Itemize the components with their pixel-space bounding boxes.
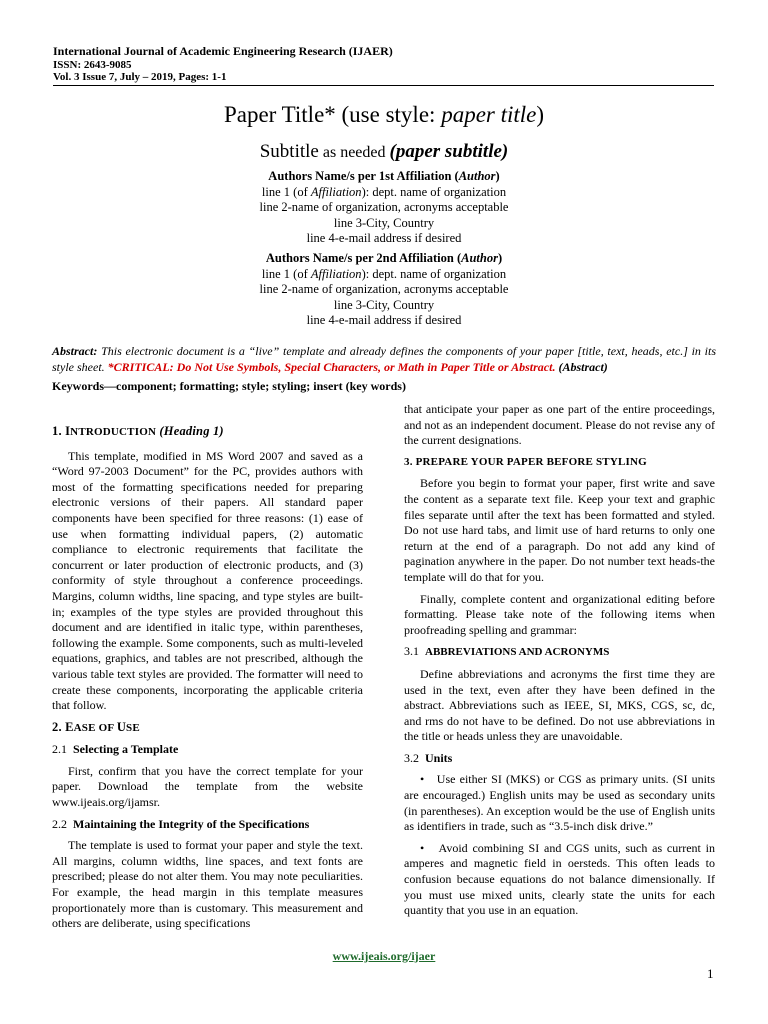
journal-name: International Journal of Academic Engineering Research (IJAER) <box>53 44 393 58</box>
journal-volume: Vol. 3 Issue 7, July – 2019, Pages: 1-1 <box>53 71 227 83</box>
paragraph-2-2: The template is used to format your paper and style the text. All margins, column widths, line spaces, and text fonts are prescribed; please do not alter them. You may note peculiarities. For example, the head margin in this template measures proportionately more than is customary. This measurement and others are deliberate, using specifications <box>52 838 363 931</box>
affiliation-line-1c: ): dept. name of organization <box>361 184 507 199</box>
author-close: ) <box>495 169 500 183</box>
subtitle-style-name: (paper subtitle) <box>389 141 509 162</box>
journal-header <box>53 44 713 83</box>
abstract-label: Abstract: <box>52 344 98 358</box>
heading-ease-rest1: ASE OF <box>73 721 117 734</box>
subtitle-small: as needed <box>318 144 390 161</box>
author-block-1 <box>0 169 768 247</box>
paragraph-3-1: Define abbreviations and acronyms the first time they are used in the text, even after they have been defined in the abstract. Abbreviations such as IEEE, SI, MKS, CGS, sc, dc, and rms do not have to be defined. Do not use abbreviations in the title or heads unless they are unavoidable. <box>404 666 715 744</box>
heading-3-1-num: 3.1 <box>404 644 419 659</box>
paragraph-2-1: First, confirm that you have the correct template for your paper. Download the template from the website www.ijeais.org/ijamsr. <box>52 763 363 810</box>
header-rule <box>53 85 714 86</box>
heading-3-1-text: ABBREVIATIONS AND ACRONYMS <box>425 646 610 659</box>
author-block-2 <box>0 251 768 329</box>
paper-subtitle <box>0 139 768 165</box>
affiliation-line-2: line 2-name of organization, acronyms acceptable <box>259 200 509 214</box>
keywords: Keywords—component; formatting; style; styling; insert (key words) <box>52 379 406 393</box>
intro-paragraph: This template, modified in MS Word 2007 and saved as a “Word 97-2003 Document” for the PC, provides authors with most of the formatting specifications needed for preparing electronic versions of their papers. All standard paper components have been specified for three reasons: (1) ease of use when formatting individual papers, (2) automatic compliance to electronic requirements that facilitate the concurrent or later production of electronic products, and (3) conformity of style throughout a conference proceedings. Margins, column widths, line spacing, and type styles are built-in; examples of the type styles are provided throughout this document and are identified in italic type, within parentheses, following the example. Some components, such as multi-leveled equations, graphics, and tables are not prescribed, although the various table text styles are provided. The formatter will need to create these components, incorporating the applicable criteria that follow. <box>52 448 363 713</box>
heading-ease-of-use <box>52 720 363 737</box>
paragraph-3b: Finally, complete content and organizational editing before formatting. Please take note of the following items when proofreading spelling and grammar: <box>404 591 715 637</box>
author-role: Author <box>458 169 496 183</box>
left-column <box>52 424 363 932</box>
author-name-text: Authors Name/s per 2nd Affiliation ( <box>265 251 462 265</box>
author-role: Author <box>461 251 498 265</box>
heading-ease-rest2: SE <box>126 721 140 734</box>
affiliation-line-1c: ): dept. name of organization <box>361 266 507 281</box>
author-name <box>0 251 768 267</box>
bullet-icon: • <box>420 840 439 855</box>
page-number: 1 <box>707 966 714 981</box>
affiliation-line-1 <box>0 185 768 201</box>
affiliation-line-4: line 4-e-mail address if desired <box>306 231 462 245</box>
paper-title <box>0 100 768 130</box>
affiliation-line-1a: line 1 (of <box>261 184 311 199</box>
heading-ease-num: 2. E <box>52 719 74 734</box>
affiliation-line-1 <box>0 267 768 283</box>
heading-introduction <box>52 424 363 441</box>
affiliation-line-3: line 3-City, Country <box>333 297 435 312</box>
title-style-name: paper title <box>441 102 537 127</box>
journal-issn: ISSN: 2643-9085 <box>53 59 132 71</box>
heading-2-1-num: 2.1 <box>52 742 67 757</box>
affiliation-line-1a: line 1 (of <box>261 266 311 281</box>
author-close: ) <box>497 251 503 265</box>
heading-intro-num: 1. I <box>52 424 71 438</box>
abstract-critical-note: *CRITICAL: Do Not Use Symbols, Special Characters, or Math in Paper Title or Abstract. <box>107 359 556 374</box>
heading-intro-style: (Heading 1) <box>156 424 224 438</box>
affiliation-word: Affiliation <box>310 184 362 199</box>
abstract <box>52 344 716 375</box>
heading-2-2-num: 2.2 <box>52 816 67 831</box>
bullet-text-1: Use either SI (MKS) or CGS as primary units. (SI units are encouraged.) English units may be used as secondary units (in parentheses). An exception would be the use of English units as identifiers in trade, such as “3.5-inch disk drive.” <box>404 772 715 834</box>
paragraph-3a: Before you begin to format your paper, first write and save the content as a separate text file. Keep your text and graphic files separate until after the text has been formatted and styled. Do not use hard tabs, and limit use of hard returns to only one return at the end of a paragraph. Do not add any kind of pagination anywhere in the paper. Do not number text heads-the template will do that for you. <box>404 476 715 584</box>
affiliation-line-3: line 3-City, Country <box>333 215 435 230</box>
title-main: Paper Title* (use style: <box>223 102 442 127</box>
affiliation-line-4: line 4-e-mail address if desired <box>306 313 462 327</box>
heading-intro-rest: NTRODUCTION <box>70 426 157 438</box>
abstract-tail: (Abstract) <box>555 359 608 374</box>
title-close: ) <box>536 102 545 127</box>
bullet-item-1 <box>404 772 715 834</box>
heading-2-2 <box>52 817 363 833</box>
bullet-item-2 <box>404 841 715 919</box>
continued-paragraph: that anticipate your paper as one part of the entire proceedings, and not as an independent document. Please do not revise any of the current designations. <box>404 402 715 448</box>
affiliation-line-2: line 2-name of organization, acronyms acceptable <box>259 282 509 296</box>
heading-3-2-text: Units <box>425 750 453 765</box>
heading-3-2 <box>404 751 715 767</box>
right-column <box>404 402 715 919</box>
heading-prepare-paper: 3. PREPARE YOUR PAPER BEFORE STYLING <box>404 455 647 468</box>
affiliation-word: Affiliation <box>310 266 362 281</box>
heading-3-2-num: 3.2 <box>404 750 419 765</box>
subtitle-main: Subtitle <box>259 141 319 162</box>
journal-website-link[interactable]: www.ijeais.org/ijaer <box>332 949 436 963</box>
author-name <box>0 169 768 185</box>
heading-2-1-text: Selecting a Template <box>73 742 179 757</box>
bullet-icon: • <box>420 772 437 787</box>
abstract-text: This electronic document is a “live” template and already defines the components of your paper [title, text, heads, etc.] in its style sheet. <box>52 344 716 374</box>
heading-3-1 <box>404 644 715 661</box>
bullet-text-2: Avoid combining SI and CGS units, such as current in amperes and magnetic field in oersteds. This often leads to confusion because equations do not balance dimensionally. If you must use mixed units, clearly state the units for each quantity that you use in an equation. <box>404 840 715 918</box>
heading-2-1 <box>52 742 363 758</box>
author-name-text: Authors Name/s per 1st Affiliation ( <box>268 169 459 183</box>
heading-ease-u: U <box>116 719 127 734</box>
heading-2-2-text: Maintaining the Integrity of the Specifications <box>73 816 310 831</box>
